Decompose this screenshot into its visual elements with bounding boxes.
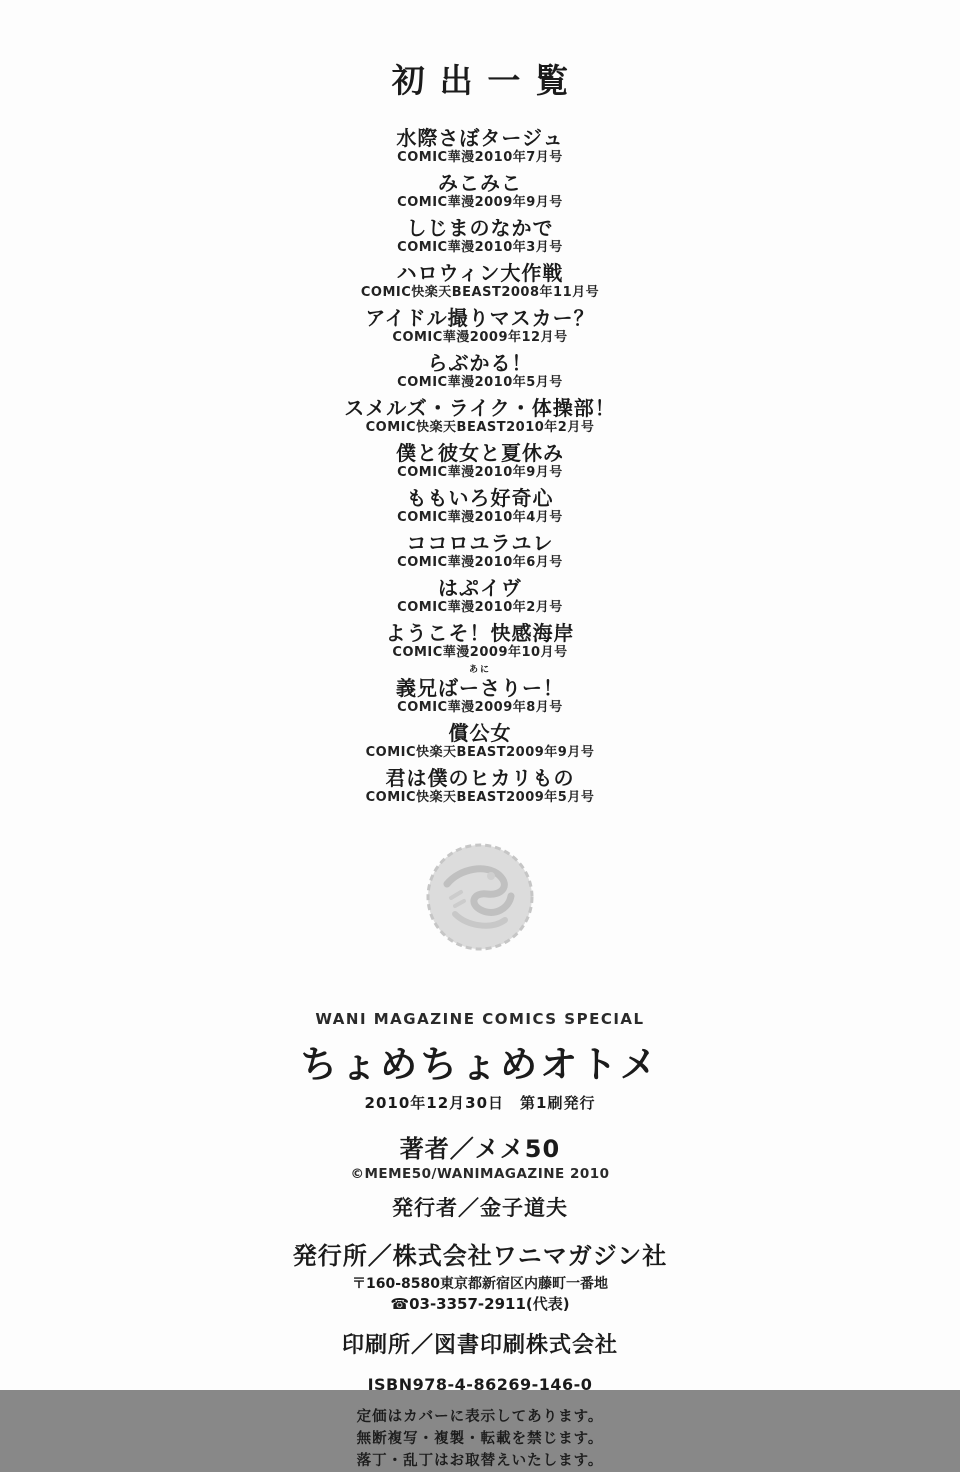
list-item (0, 351, 960, 391)
work-source: COMIC華漫2009年8月号 (397, 700, 563, 715)
list-item (0, 126, 960, 166)
publisher-person: 発行者／金子道夫 (392, 1196, 568, 1220)
work-title: ようこそ！快感海岸 (385, 621, 575, 645)
isbn-line: ISBN978-4-86269-146-0 (367, 1375, 593, 1394)
legal-notes (0, 1406, 960, 1472)
work-source: COMIC華漫2010年6月号 (397, 555, 563, 570)
list-item (0, 531, 960, 571)
furigana-label: あに (468, 665, 491, 675)
copyright-line: ©MEME50/WANIMAGAZINE 2010 (350, 1166, 610, 1182)
work-title: 僕と彼女と夏休み (396, 441, 564, 465)
publisher-line: 発行所／株式会社ワニマガジン社 (292, 1242, 668, 1270)
work-title (0, 666, 960, 700)
work-title: 償公女 (448, 721, 512, 745)
publisher-address: 〒160-8580東京都新宿区内藤町一番地 (352, 1276, 608, 1292)
work-title: 君は僕のヒカリもの (385, 766, 575, 790)
list-item (0, 721, 960, 761)
work-title: しじまのなかで (406, 216, 554, 240)
note-line: 落丁・乱丁はお取替えいたします。 (356, 1453, 604, 1469)
publication-list (0, 126, 960, 806)
work-source: COMIC華漫2010年5月号 (397, 375, 563, 390)
work-title: らぶかる！ (427, 351, 533, 375)
printer-line: 印刷所／図書印刷株式会社 (341, 1333, 618, 1358)
work-source: COMIC快楽天BEAST2009年5月号 (365, 790, 595, 805)
work-title-text: 義兄ばーさりー！ (396, 676, 564, 700)
colophon-block (0, 1010, 960, 1472)
author-line: 著者／メメ50 (399, 1135, 561, 1163)
list-item (0, 766, 960, 806)
work-title: はぷイヴ (438, 576, 522, 600)
list-item (0, 621, 960, 661)
list-item (0, 666, 960, 716)
work-title: 水際さぼタージュ (396, 126, 564, 150)
print-info: 2010年12月30日 第1刷発行 (364, 1094, 596, 1112)
work-source: COMIC華漫2009年10月号 (392, 645, 568, 660)
list-item (0, 486, 960, 526)
work-source: COMIC快楽天BEAST2008年11月号 (360, 285, 600, 300)
list-item (0, 171, 960, 211)
work-source: COMIC華漫2010年9月号 (397, 465, 563, 480)
work-title: ココロユラユレ (406, 531, 554, 555)
work-title: みこみこ (438, 171, 522, 195)
work-source: COMIC華漫2010年4月号 (397, 510, 563, 525)
work-source: COMIC華漫2009年12月号 (392, 330, 568, 345)
work-source: COMIC華漫2010年3月号 (397, 240, 563, 255)
work-source: COMIC華漫2010年7月号 (397, 150, 563, 165)
list-item (0, 216, 960, 256)
note-line: 定価はカバーに表示してあります。 (356, 1409, 604, 1425)
publisher-phone: ☎03-3357-2911(代表) (390, 1295, 570, 1313)
page-title: 初出一覧 (391, 61, 584, 100)
series-label: WANI MAGAZINE COMICS SPECIAL (315, 1010, 645, 1028)
work-title: アイドル撮りマスカー？ (365, 306, 595, 330)
list-item (0, 576, 960, 616)
list-item (0, 441, 960, 481)
wani-crocodile-emblem (425, 842, 535, 952)
work-source: COMIC快楽天BEAST2010年2月号 (365, 420, 595, 435)
list-item (0, 396, 960, 436)
work-source: COMIC華漫2010年2月号 (397, 600, 563, 615)
note-line: 無断複写・複製・転載を禁じます。 (356, 1431, 604, 1447)
work-source: COMIC快楽天BEAST2009年9月号 (365, 745, 595, 760)
book-title: ちょめちょめオトメ (300, 1043, 660, 1086)
list-item (0, 306, 960, 346)
list-item (0, 261, 960, 301)
work-title: ハロウィン大作戦 (396, 261, 564, 285)
work-title: ももいろ好奇心 (406, 486, 554, 510)
work-source: COMIC華漫2009年9月号 (397, 195, 563, 210)
work-title: スメルズ・ライク・体操部！ (344, 396, 616, 420)
